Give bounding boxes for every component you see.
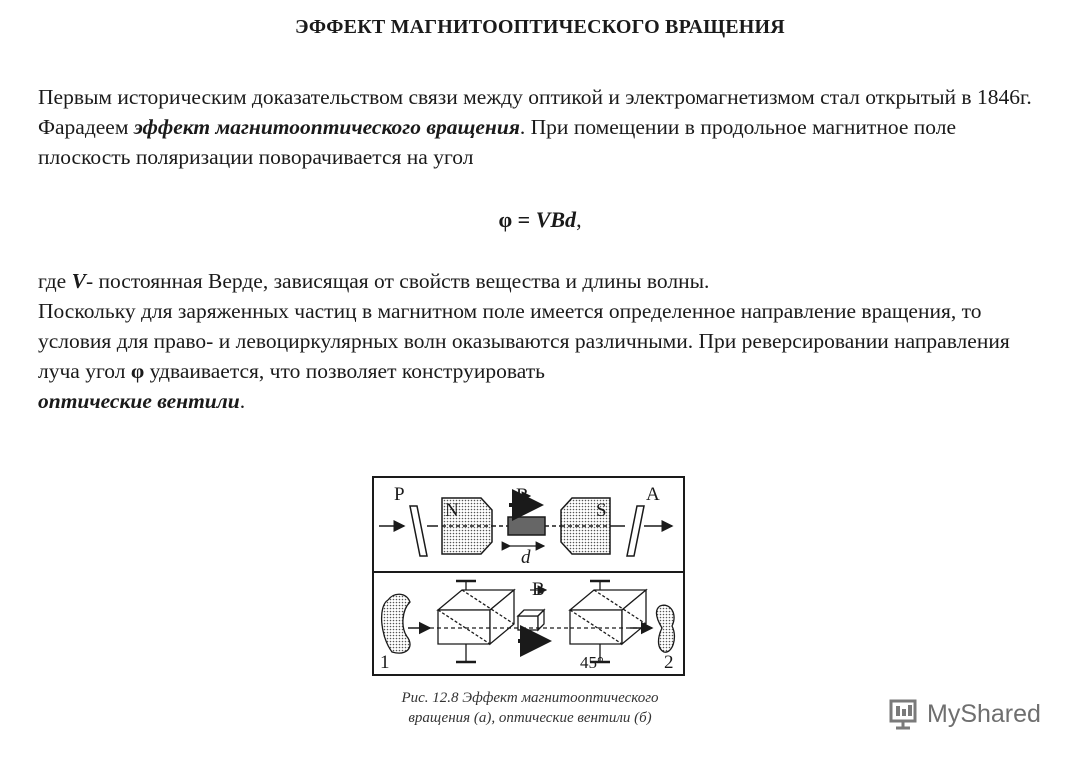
polarizer-p — [410, 506, 427, 556]
formula-rhs: VBd — [535, 207, 577, 232]
label-d: d — [521, 547, 531, 568]
phi-symbol: φ — [130, 359, 145, 383]
page-title: ЭФФЕКТ МАГНИТООПТИЧЕСКОГО ВРАЩЕНИЯ — [295, 16, 785, 38]
formula-tail: , — [576, 207, 582, 232]
faraday-cell-front — [518, 616, 538, 630]
label-1: 1 — [380, 652, 390, 673]
label-b-top: B — [516, 485, 529, 506]
detector-2 — [656, 605, 674, 652]
paragraph-verdet — [38, 266, 1048, 416]
verdet-text-1: Поскольку для заряженных частиц в магнитном поле имеется определенное направление вращения, то условия для право- и левоциркулярных волн оказываются различными. При реверсировании направления луча угол — [38, 299, 1010, 383]
verdet-end: . — [239, 389, 246, 413]
label-p: P — [394, 484, 405, 505]
formula-lhs: φ = — [498, 207, 536, 232]
verdet-emphasis: оптические вентили — [38, 389, 240, 413]
where-text: - постоянная Верде, зависящая от свойств вещества и длины волны. — [85, 269, 710, 293]
paragraph-intro — [38, 82, 1048, 172]
myshared-logo-icon — [887, 697, 921, 731]
label-45-degrees: 45° — [580, 653, 604, 672]
where-prefix: где — [38, 269, 72, 293]
myshared-watermark — [887, 694, 1057, 734]
label-s: S — [596, 500, 607, 521]
source-1 — [382, 594, 410, 653]
watermark-text: MyShared — [927, 699, 1041, 728]
label-2: 2 — [664, 652, 674, 673]
label-a: A — [646, 484, 660, 505]
faraday-figure — [372, 476, 685, 676]
label-b-bottom: B — [532, 579, 545, 600]
analyzer-a — [627, 506, 644, 556]
verdet-symbol: V — [71, 269, 86, 293]
caption-line-2: вращения (а), оптические вентили (б) — [408, 710, 652, 726]
caption-line-1: Рис. 12.8 Эффект магнитооптического — [401, 690, 659, 706]
label-n: N — [445, 500, 459, 521]
intro-text-2: . При помещении в продольное магнитное поле плоскость поляризации поворачивается на угол — [38, 115, 956, 169]
sample-cell — [508, 517, 545, 535]
formula — [0, 207, 1080, 233]
faraday-diagram — [374, 478, 683, 674]
panel-b — [382, 581, 675, 662]
intro-emphasis: эффект магнитооптического вращения — [133, 115, 520, 139]
figure-caption — [330, 688, 730, 728]
intro-text-1: Первым историческим доказательством связи между оптикой и электромагнетизмом стал открытый в 1846г. Фарадеем — [38, 85, 1032, 139]
verdet-text-2: удваивается, что позволяет конструировать — [144, 359, 545, 383]
